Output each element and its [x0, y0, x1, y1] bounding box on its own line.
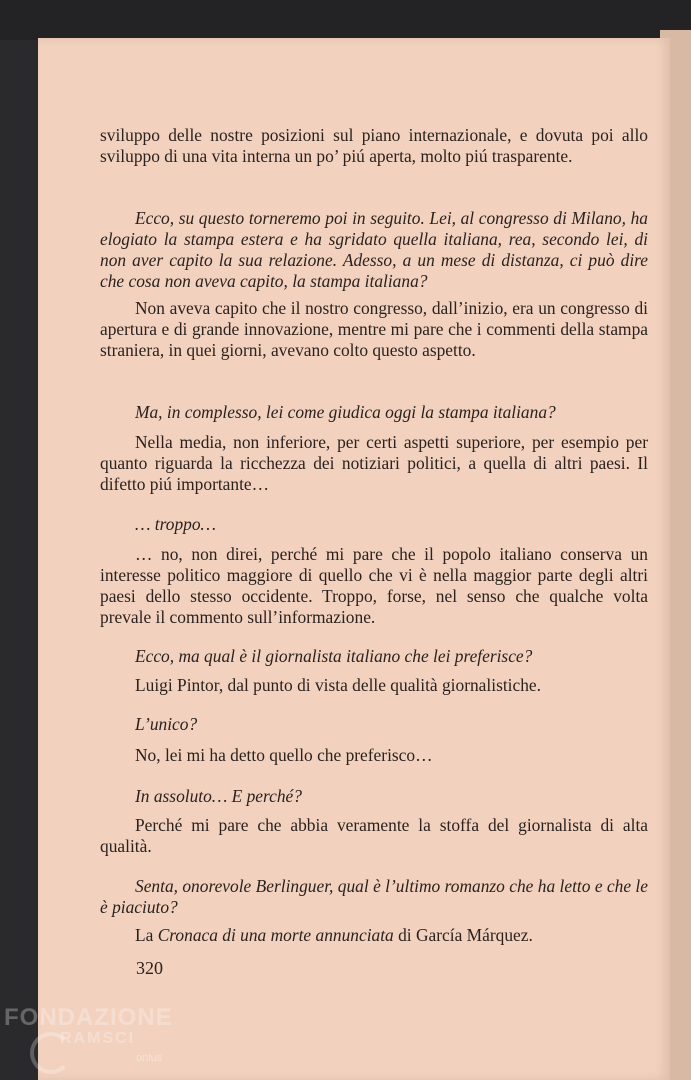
page-number: 320 [136, 958, 163, 978]
question-5: L’unico? [135, 714, 198, 734]
answer-2: Nella media, non inferiore, per certi aspetti superiore, per esempio per quanto riguarda la ricchezza dei notiziari politici, a quella di altri paesi. Il difetto piú importante… [100, 432, 648, 494]
question-1: Ecco, su questo torneremo poi in seguito. Lei, al congresso di Milano, ha elogiato la stampa estera e ha sgridato quella italiana, rea, secondo lei, di non aver capito la sua relazione. Adesso, a un mese di distanza, ci può dire che cosa non aveva capito, la stampa italiana? [100, 208, 648, 291]
answer-1: Non aveva capito che il nostro congresso, dall’inizio, era un congresso di apertura e di grande innovazione, mentre mi pare che i commenti della stampa straniera, in quei giorni, avevano colto questo aspetto. [100, 298, 648, 360]
question-2: Ma, in complesso, lei come giudica oggi la stampa italiana? [135, 402, 556, 422]
answer-6: Perché mi pare che abbia veramente la stoffa del giornalista di alta qualità. [100, 815, 648, 856]
question-6: In assoluto… E perché? [135, 786, 302, 806]
answer-4: Luigi Pintor, dal punto di vista delle qualità giornalistiche. [135, 675, 541, 695]
question-4: Ecco, ma qual è il giornalista italiano che lei preferisce? [135, 646, 533, 666]
watermark-text-2: RAMSCI [60, 1030, 136, 1047]
book-title: Cronaca di una morte annunciata [157, 925, 394, 945]
paragraph-1: sviluppo delle nostre posizioni sul piano internazionale, e dovuta poi allo sviluppo di una vita interna un po’ piú aperta, molto piú trasparente. [100, 125, 648, 166]
watermark-text: FONDAZIONE [4, 1004, 173, 1031]
answer-7 [100, 925, 648, 946]
watermark-text-3: onlus [136, 1052, 163, 1064]
question-7: Senta, onorevole Berlinguer, qual è l’ultimo romanzo che ha letto e che le è piaciuto? [100, 876, 648, 917]
background-top [0, 0, 691, 40]
question-3: … troppo… [135, 514, 217, 534]
answer-5: No, lei mi ha detto quello che preferisco… [135, 745, 433, 765]
answer-7-after: di García Márquez. [393, 925, 533, 945]
answer-3: … no, non direi, perché mi pare che il popolo italiano conserva un interesse politico maggiore di quello che vi è nella maggior parte degli altri paesi dello stesso occidente. Troppo, forse, nel senso che qualche volta prevale il commento sull’informazione. [100, 544, 648, 627]
answer-7-before: La [135, 925, 158, 945]
